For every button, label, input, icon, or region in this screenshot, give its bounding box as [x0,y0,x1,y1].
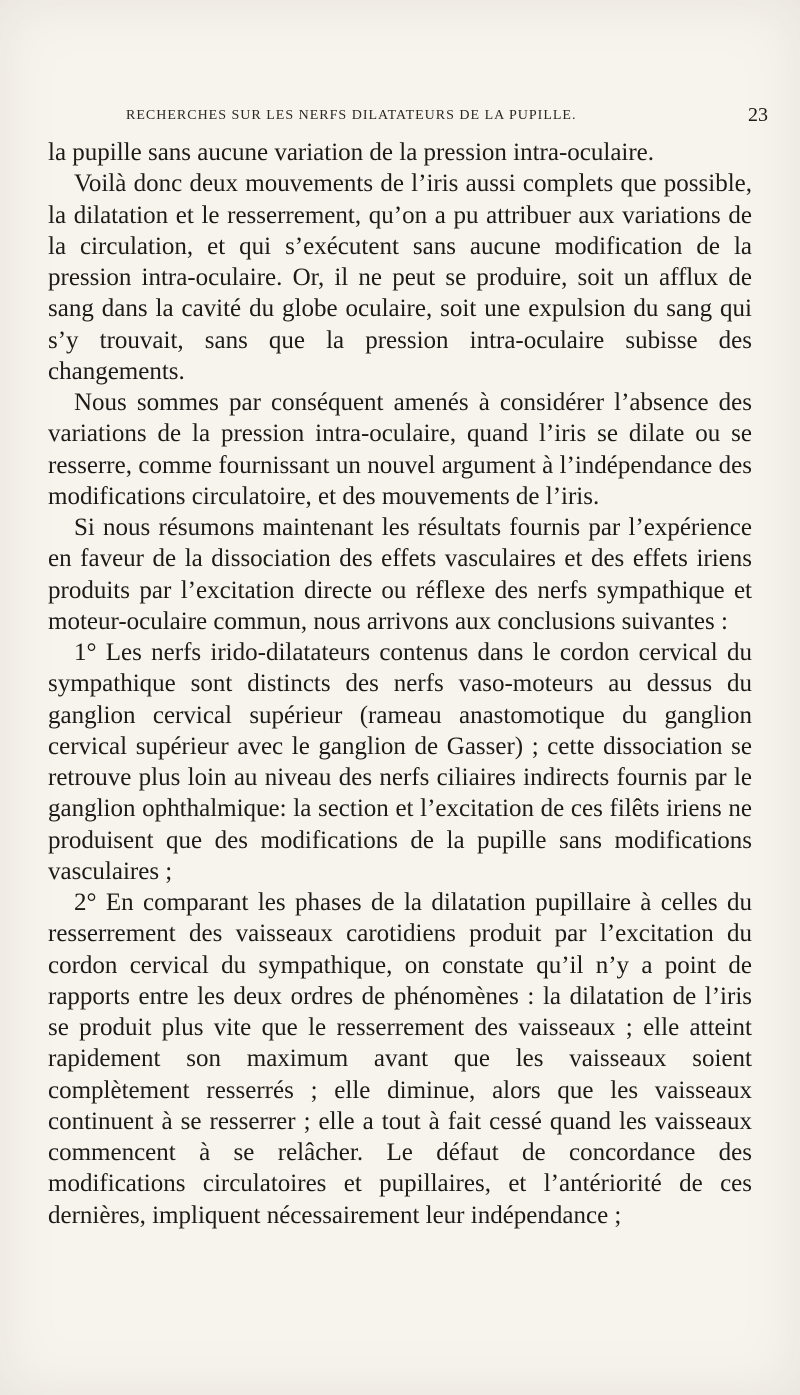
paragraph-summary-intro: Si nous résumons maintenant les résultats fournis par l’expérience en faveur de la dissociation des effets vasculaires et des effets iriens produits par l’excitation directe ou réflexe des nerfs sympathique et moteur-oculaire commun, nous arrivons aux conclusions suivantes : [48,514,752,635]
body-text [48,137,752,1231]
paragraph-conclusion-2: 2° En comparant les phases de la dilatation pupillaire à celles du resserrement des vaisseaux carotidiens produit par l’excitation du cordon cervical du sympathique, on constate qu’il n’y a point de rapports entre les deux ordres de phénomènes : la dilatation de l’iris se produit plus vite que le resserrement des vaisseaux ; elle atteint rapidement son maximum avant que les vaisseaux soient complètement resserrés ; elle diminue, alors que les vaisseaux continuent à se resserrer ; elle a tout à fait cessé quand les vaisseaux commencent à se relâcher. Le défaut de concordance des modifications circulatoires et pupillaires, et l’antériorité de ces dernières, impliquent nécessairement leur indépendance ; [48,889,752,1229]
paragraph-continuation: la pupille sans aucune variation de la pression intra-oculaire. [48,139,655,166]
page-header [48,104,770,132]
paragraph-conclusion-1: 1° Les nerfs irido-dilatateurs contenus dans le cordon cervical du sympathique sont distincts des nerfs vaso-moteurs au dessus du ganglion cervical supérieur (rameau anastomotique du ganglion cervical supérieur avec le ganglion de Gasser) ; cette dissociation se retrouve plus loin au niveau des nerfs ciliaires indirects fournis par le ganglion ophthalmique: la section et l’excitation de ces filêts iriens ne produisent que des modifications de la pupille sans modifications vasculaires ; [48,639,752,885]
running-head: RECHERCHES SUR LES NERFS DILATATEURS DE LA PUPILLE. [126,108,577,123]
paragraph-iris-movements: Voilà donc deux mouvements de l’iris aussi complets que possible, la dilatation et le resserrement, qu’on a pu attribuer aux variations de la circulation, et qui s’exécutent sans aucune modification de la pression intra-oculaire. Or, il ne peut se produire, soit un afflux de sang dans la cavité du globe oculaire, soit une expulsion du sang qui s’y trouvait, sans que la pression intra-oculaire subisse des changements. [48,170,752,385]
page-number: 23 [748,104,768,126]
paragraph-pressure-argument: Nous sommes par conséquent amenés à considérer l’absence des variations de la pression intra-oculaire, quand l’iris se dilate ou se resserre, comme fournissant un nouvel argument à l’indépendance des modifications circulatoire, et des mouvements de l’iris. [48,389,752,510]
